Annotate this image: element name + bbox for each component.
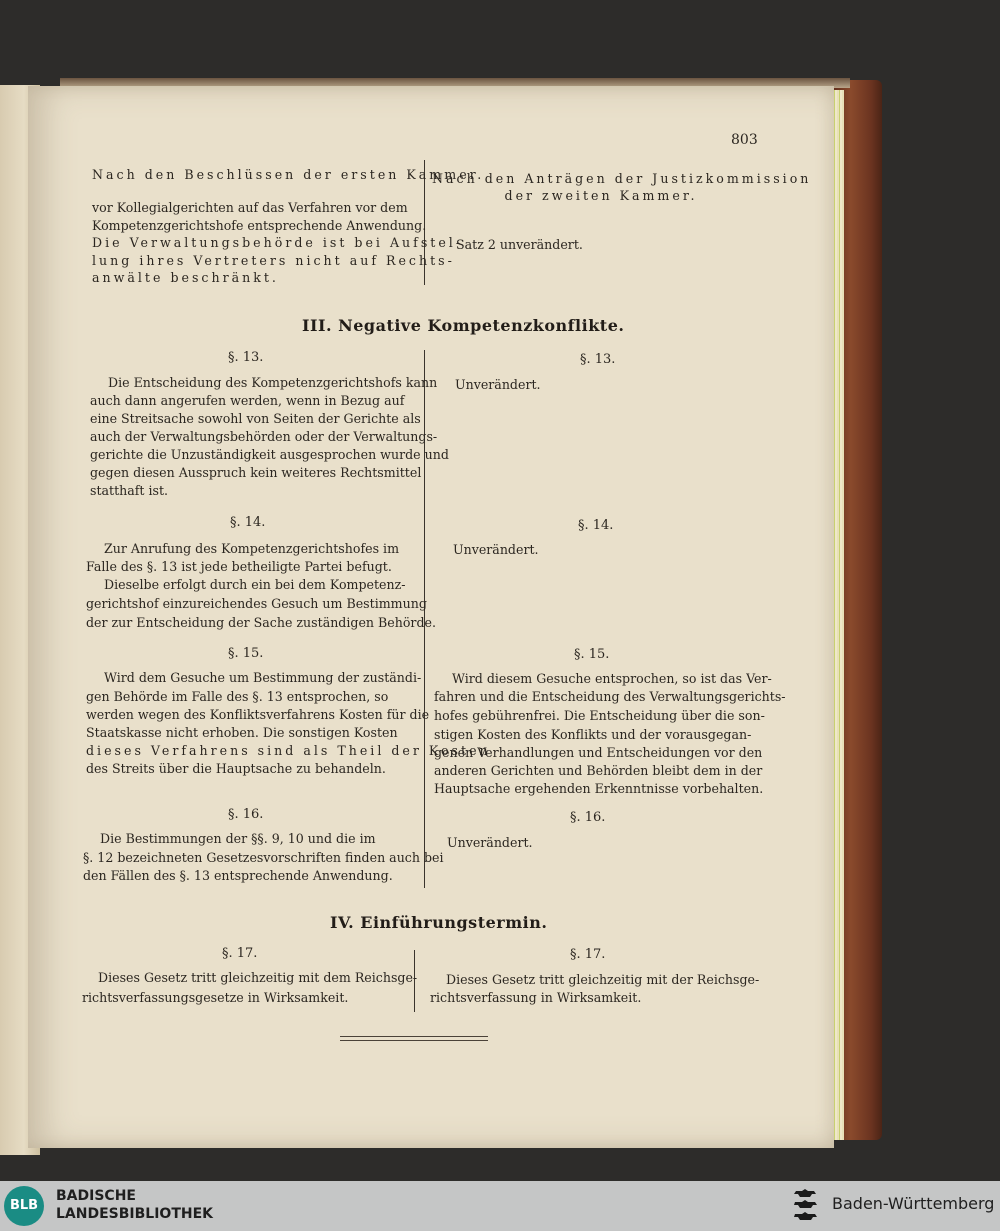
text-line: Die Bestimmungen der §§. 9, 10 und die im — [100, 831, 376, 846]
closing-rule-lower — [340, 1040, 488, 1041]
text-line: Wird dem Gesuche um Bestimmung der zuständi- — [104, 670, 422, 685]
paragraph-label-14-right: §. 14. — [578, 518, 614, 533]
left-column-header: Nach den Beschlüssen der ersten Kammer. — [92, 167, 485, 182]
paragraph-label-15-left: §. 15. — [228, 646, 264, 661]
paragraph-label-15-right: §. 15. — [574, 647, 610, 662]
p14-right-text: Unverändert. — [453, 542, 539, 557]
right-column-header-line-2: der zweiten Kammer. — [504, 188, 698, 203]
text-line: statthaft ist. — [90, 483, 169, 498]
text-line: fahren und die Entscheidung des Verwaltungsgerichts- — [434, 689, 786, 704]
text-line: gen Behörde im Falle des §. 13 entsprochen, so — [86, 689, 389, 704]
top-right-text: Satz 2 unverändert. — [456, 237, 583, 252]
text-line: anderen Gerichten und Behörden bleibt dem in der — [434, 763, 763, 778]
paragraph-label-16-right: §. 16. — [570, 810, 606, 825]
text-line: richtsverfassungsgesetze in Wirksamkeit. — [82, 990, 349, 1005]
blb-name-line-1: BADISCHE — [56, 1188, 136, 1204]
text-line: Kompetenzgerichtshofe entsprechende Anwendung. — [92, 218, 427, 233]
text-line: den Fällen des §. 13 entsprechende Anwendung. — [83, 868, 393, 883]
text-line: der zur Entscheidung der Sache zuständigen Behörde. — [86, 615, 436, 630]
paragraph-label-16-left: §. 16. — [228, 807, 264, 822]
blb-logo[interactable]: BLB — [4, 1186, 44, 1226]
text-line: Dieses Gesetz tritt gleichzeitig mit der Reichsge- — [446, 972, 760, 987]
baden-wuerttemberg-label: Baden-Württemberg — [832, 1194, 995, 1213]
p16-right-text: Unverändert. — [447, 835, 533, 850]
text-line: dieses Verfahrens sind als Theil der Kosten — [86, 743, 491, 758]
text-line: §. 12 bezeichneten Gesetzesvorschriften finden auch bei — [83, 850, 444, 865]
text-line: Dieselbe erfolgt durch ein bei dem Kompetenz- — [104, 577, 406, 592]
text-line: Die Verwaltungsbehörde ist bei Aufstel- — [92, 235, 464, 250]
text-line: stigen Kosten des Konflikts und der vorausgegan- — [434, 727, 752, 742]
text-line: Falle des §. 13 ist jede betheiligte Partei befugt. — [86, 559, 392, 574]
text-line: auch dann angerufen werden, wenn in Bezug auf — [90, 393, 405, 408]
paragraph-label-17-left: §. 17. — [222, 946, 258, 961]
text-line: Zur Anrufung des Kompetenzgerichtshofes im — [104, 541, 400, 556]
paragraph-label-13-right: §. 13. — [580, 352, 616, 367]
paragraph-label-14-left: §. 14. — [230, 515, 266, 530]
text-line: vor Kollegialgerichten auf das Verfahren vor dem — [92, 200, 408, 215]
text-line: gerichte die Unzuständigkeit ausgesprochen wurde und — [90, 447, 449, 462]
text-line: Staatskasse nicht erhoben. Die sonstigen Kosten — [86, 725, 398, 740]
text-line: hofes gebührenfrei. Die Entscheidung über die son- — [434, 708, 765, 723]
text-line: Wird diesem Gesuche entsprochen, so ist das Ver- — [452, 671, 772, 686]
page-number: 803 — [731, 132, 758, 148]
right-column-header-line-1: Nach den Anträgen der Justizkommission — [432, 171, 812, 186]
p13-right-text: Unverändert. — [455, 377, 541, 392]
text-line: anwälte beschränkt. — [92, 270, 279, 285]
text-line: Dieses Gesetz tritt gleichzeitig mit dem Reichsge- — [98, 970, 418, 985]
text-line: des Streits über die Hauptsache zu behandeln. — [86, 761, 386, 776]
section-heading-4: IV. Einführungstermin. — [330, 913, 548, 932]
text-line: genen Verhandlungen und Entscheidungen vor den — [434, 745, 763, 760]
text-line: gegen diesen Ausspruch kein weiteres Rechtsmittel — [90, 465, 422, 480]
text-line: auch der Verwaltungsbehörden oder der Verwaltungs- — [90, 429, 438, 444]
blb-name-line-2: LANDESBIBLIOTHEK — [56, 1206, 214, 1222]
text-line: eine Streitsache sowohl von Seiten der Gerichte als — [90, 411, 421, 426]
text-line: lung ihres Vertreters nicht auf Rechts- — [92, 253, 455, 268]
section-heading-3: III. Negative Kompetenzkonflikte. — [302, 316, 625, 335]
coat-of-arms-lions-icon — [792, 1187, 822, 1225]
text-line: gerichtshof einzureichendes Gesuch um Bestimmung — [86, 596, 427, 611]
text-line: werden wegen des Konfliktsverfahrens Kosten für die — [86, 707, 430, 722]
text-line: richtsverfassung in Wirksamkeit. — [430, 990, 642, 1005]
paragraph-label-13-left: §. 13. — [228, 350, 264, 365]
paragraph-label-17-right: §. 17. — [570, 947, 606, 962]
closing-rule-upper — [340, 1036, 488, 1037]
text-line: Die Entscheidung des Kompetenzgerichtshofs kann — [108, 375, 438, 390]
text-line: Hauptsache ergehenden Erkenntnisse vorbehalten. — [434, 781, 764, 796]
